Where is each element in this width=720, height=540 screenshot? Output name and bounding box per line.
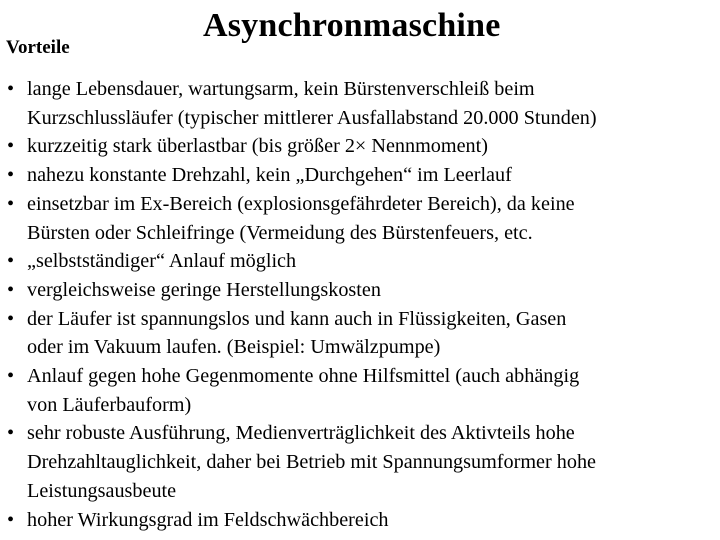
list-item-text-line: einsetzbar im Ex-Bereich (explosionsgefährdeter Bereich), da keine bbox=[27, 192, 575, 215]
list-item-text-line: hoher Wirkungsgrad im Feldschwächbereich bbox=[27, 508, 389, 531]
bullet-icon: • bbox=[7, 250, 15, 273]
bullet-icon: • bbox=[7, 422, 15, 445]
bullet-icon: • bbox=[7, 78, 15, 100]
list-item bbox=[0, 305, 720, 362]
bullet-icon: • bbox=[7, 135, 15, 158]
list-item bbox=[0, 75, 720, 132]
list-item-text-line: kurzzeitig stark überlastbar (bis größer 2× Nennmoment) bbox=[27, 135, 488, 158]
page-title: Asynchronmaschine bbox=[203, 7, 501, 44]
section-label: Vorteile bbox=[6, 37, 70, 58]
list-item bbox=[0, 506, 720, 535]
bullet-icon: • bbox=[7, 164, 15, 187]
list-item-text-line: Drehzahltauglichkeit, daher bei Betrieb mit Spannungsumformer hohe bbox=[27, 451, 597, 474]
list-item-text-line: Anlauf gegen hohe Gegenmomente ohne Hilfsmittel (auch abhängig bbox=[27, 365, 580, 388]
list-item bbox=[0, 190, 720, 247]
list-item-text-line: lange Lebensdauer, wartungsarm, kein Bürstenverschleiß beim bbox=[27, 78, 535, 100]
list-item-text-line: nahezu konstante Drehzahl, kein „Durchgehen“ im Leerlauf bbox=[27, 164, 512, 187]
list-item-text-line: Bürsten oder Schleifringe (Vermeidung des Bürstenfeuers, etc. bbox=[27, 221, 533, 244]
advantages-list bbox=[0, 75, 720, 534]
list-item bbox=[0, 132, 720, 161]
list-item bbox=[0, 362, 720, 419]
list-item-text-line: sehr robuste Ausführung, Medienverträglichkeit des Aktivteils hohe bbox=[27, 422, 575, 445]
list-item-text-line: vergleichsweise geringe Herstellungskosten bbox=[27, 278, 381, 301]
list-item bbox=[0, 161, 720, 190]
bullet-icon: • bbox=[7, 192, 15, 215]
list-item-text-line: oder im Vakuum laufen. (Beispiel: Umwälzpumpe) bbox=[27, 336, 441, 359]
list-item-text-line: von Läuferbauform) bbox=[27, 393, 192, 416]
bullet-icon: • bbox=[7, 307, 15, 330]
list-item-text-line: Leistungsausbeute bbox=[27, 479, 177, 502]
list-item bbox=[0, 247, 720, 276]
list-item-text-line: Kurzschlussläufer (typischer mittlerer Ausfallabstand 20.000 Stunden) bbox=[27, 106, 597, 129]
bullet-icon: • bbox=[7, 508, 15, 531]
bullet-icon: • bbox=[7, 278, 15, 301]
list-item bbox=[0, 419, 720, 505]
list-item bbox=[0, 276, 720, 305]
list-item-text-line: „selbstständiger“ Anlauf möglich bbox=[27, 250, 297, 273]
bullet-icon: • bbox=[7, 365, 15, 388]
list-item-text-line: der Läufer ist spannungslos und kann auch in Flüssigkeiten, Gasen bbox=[27, 307, 567, 330]
